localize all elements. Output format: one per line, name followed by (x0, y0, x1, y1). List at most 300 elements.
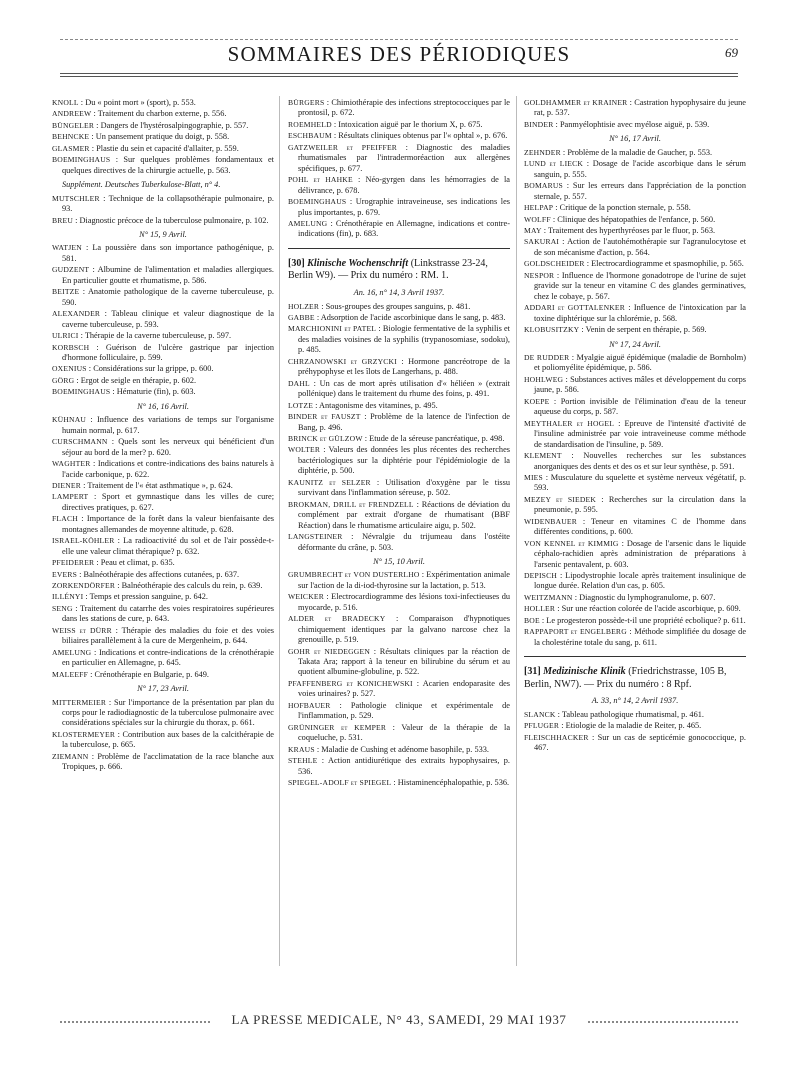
article-title: Crénothérapie en Allemagne, indications et contre-indications (fin), p. 683. (298, 218, 510, 239)
author-name: WATJEN (52, 243, 82, 253)
author-name: BOE (524, 615, 540, 625)
abstract-entry: WEICKER : Electrocardiogramme des lésions toxi-infectieuses du myocarde, p. 516. (288, 592, 510, 612)
author-name: GOHR et NIEDEGGEN (288, 646, 371, 656)
article-title: Sport et gymnastique dans les villes de cure; directives pratiques, p. 627. (62, 492, 274, 512)
author-name: FLACH (52, 514, 78, 524)
author-name: WOLFF (524, 214, 551, 224)
author-name: KLOSTERMEYER (52, 729, 116, 739)
article-title: Epreuve de l'intensité d'activité de l'insuline administrée par voie intraveineuse comme méthode de standardisation de l'insuline, p. 589. (534, 418, 746, 449)
author-name: ZEHNDER (524, 147, 561, 157)
abstract-entry: ZIEMANN : Problème de l'acclimatation de la race blanche aux Tropiques, p. 666. (52, 751, 274, 772)
author-name: DEPISCH (524, 571, 558, 581)
abstract-entry: HOLLER : Sur une réaction colorée de l'acide ascorbique, p. 609. (524, 604, 741, 614)
abstract-entry: STEHLE : Action antidiurétique des extraits hypophysaires, p. 536. (288, 756, 510, 776)
abstract-entry: MALEEFF : Crénothérapie en Bulgarie, p. 649. (52, 669, 209, 679)
article-title: Crénothérapie en Bulgarie, p. 649. (94, 669, 209, 679)
abstract-entry: DE RUDDER : Myalgie aiguë épidémique (maladie de Bornholm) et poliomyélite épidémique, p. 586. (524, 352, 746, 373)
author-name: KLOBUSITZKY (524, 325, 580, 335)
article-title: Résultats cliniques par la réaction de Takata Ara; rapport à la teneur en bilirubine du sérum et au quotient albumine-globuline, p. 522. (298, 646, 510, 677)
author-name: BOEMINGHAUS (288, 197, 347, 207)
abstract-entry: DIENER : Traitement de l'« état asthmatique », p. 624. (52, 480, 233, 490)
article-title: Valeurs des données les plus récentes des recherches bactériologiques sur la diphtérie pour l'épidémiologie de la diphtérie, p. 500. (298, 445, 510, 476)
article-title: Sur les erreurs dans l'appréciation de la ponction sternale, p. 557. (534, 181, 746, 201)
abstract-entry: FLACH : Importance de la forêt dans la valeur bienfaisante des montagnes allemandes de moyenne altitude, p. 628. (52, 514, 274, 534)
author-name: ZIEMANN (52, 751, 89, 761)
section-rule (524, 656, 746, 657)
author-name: STEHLE (288, 756, 318, 766)
column-separator (279, 96, 280, 966)
author-name: MARCHIONINI et PATEL (288, 324, 377, 334)
abstract-entry: LUND et LIECK : Dosage de l'acide ascorbique dans le sérum sanguin, p. 555. (524, 159, 746, 179)
author-name: ALDER et BRADECKY (288, 614, 386, 624)
author-name: WAGHTER (52, 459, 91, 469)
article-title: Indications et contre-indications des bains naturels à l'acide carbonique, p. 622. (62, 459, 274, 479)
abstract-entry: ALEXANDER : Tableau clinique et valeur diagnostique de la caverne tuberculeuse, p. 593. (52, 309, 274, 329)
header-rule (60, 73, 738, 74)
author-name: WEICKER (288, 592, 324, 602)
abstract-entry: KAUNITZ et SELZER : Utilisation d'oxygène par le tissu survivant dans l'inflammation séreuse, p. 502. (288, 477, 510, 498)
page-footer (60, 1012, 738, 1032)
article-title: Problème de la maladie de Gaucher, p. 553. (567, 147, 713, 157)
author-name: BRINCK et GÜLZOW (288, 433, 363, 443)
author-name: SAKURAI (524, 237, 560, 247)
article-title: Urographie intraveineuse, ses indications les plus importantes, p. 679. (298, 197, 510, 217)
abstract-entry: ROEMHELD : Intoxication aiguë par le thorium X, p. 675. (288, 119, 483, 129)
abstract-entry: LANGSTEINER : Névralgie du trijumeau dans l'ostéite déformante du crâne, p. 503. (288, 532, 510, 552)
author-name: ANDREEW (52, 109, 92, 119)
column-2 (288, 98, 510, 789)
issue-heading: N° 17, 24 Avril. (609, 339, 661, 349)
author-name: BROKMAN, DRILL et FRENDZELL (288, 499, 414, 509)
section-rule (288, 248, 510, 249)
author-name: HOLZER (288, 301, 320, 311)
column-3 (524, 98, 746, 755)
author-name: ILLÉNYI (52, 592, 84, 602)
abstract-entry: KLOBUSITZKY : Venin de serpent en thérapie, p. 569. (524, 325, 707, 335)
article-title: Résultats cliniques obtenus par l'« ophtal », p. 676. (338, 131, 508, 141)
article-title: Diagnostic des maladies rhumatismales par l'intradermoréaction aux allergènes spécifiques, p. 677. (298, 142, 510, 173)
article-title: Temps et pression sanguine, p. 642. (89, 592, 208, 602)
author-name: ROEMHELD (288, 119, 332, 129)
article-title: Hormone pancréotrope de la préhypophyse et les îlots de Langerhans, p. 488. (298, 356, 510, 377)
abstract-entry: BRINCK et GÜLZOW : Etude de la séreuse pancréatique, p. 498. (288, 433, 505, 443)
article-title: Etiologie de la maladie de Reiter, p. 465. (565, 721, 702, 731)
abstract-entry: GÖRG : Ergot de seigle en thérapie, p. 602. (52, 375, 197, 385)
page-header (60, 42, 738, 68)
author-name: LUND et LIECK (524, 159, 584, 169)
article-title: Expérimentation animale sur l'action de la di-iod-thyrosine sur la lactation, p. 513. (298, 570, 510, 590)
abstract-entry: GOLDHAMMER et KRAINER : Castration hypophysaire du jeune rat, p. 537. (524, 98, 746, 118)
article-title: Peau et climat, p. 635. (100, 558, 175, 568)
author-name: BREU (52, 215, 74, 225)
journal-number: [30] (288, 257, 305, 269)
journal-title: Klinische Wochenschrift (307, 257, 409, 269)
article-title: Adsorption de l'acide ascorbinique dans le sang, p. 483. (320, 312, 506, 322)
journal-number: [31] (524, 666, 541, 678)
abstract-entry: MITTERMEIER : Sur l'importance de la présentation par plan du corps pour le radiodiagnostic de la tuberculose pulmonaire avec considérations spéciales sur la chirurgie du thorax, p. 661. (52, 697, 274, 728)
journal-title: Medizinische Klinik (543, 666, 626, 678)
abstract-entry: ESCHBAUM : Résultats cliniques obtenus par l'« ophtal », p. 676. (288, 131, 508, 141)
author-name: WOLTER (288, 445, 321, 455)
author-name: KÜHNAU (52, 415, 87, 425)
abstract-entry: BOMARUS : Sur les erreurs dans l'appréciation de la ponction sternale, p. 557. (524, 181, 746, 201)
issue-heading: N° 16, 16 Avril. (137, 401, 189, 411)
author-name: AMELUNG (52, 647, 92, 657)
author-name: GOLDSCHEIDER (524, 259, 585, 269)
abstract-entry: SAKURAI : Action de l'autohémothérapie sur l'agranulocytose et de son mécanisme d'action, p. 564. (524, 237, 746, 257)
article-title: Maladie de Cushing et adénome basophile, p. 533. (321, 744, 489, 754)
abstract-entry: MEYTHALER et HOGEL : Epreuve de l'intensité d'activité de l'insuline administrée par voie intraveineuse comme méthode de standardisation de l'insuline, p. 589. (524, 418, 746, 449)
column-separator (516, 96, 517, 966)
article-title: Dangers de l'hystérosalpingographie, p. 557. (100, 120, 249, 130)
article-title: Antagonisme des vitamines, p. 495. (319, 400, 438, 410)
article-title: Biologie fermentative de la syphilis et des maladies voisines de la syphilis (trypanosomiase, sodoku), p. 485. (298, 324, 510, 355)
article-title: Traitement des hyperthyréoses par le fluor, p. 563. (547, 225, 716, 235)
article-title: Traitement du charbon externe, p. 556. (97, 109, 227, 119)
abstract-entry: VON KENNEL et KIMMIG : Dosage de l'arsenic dans le liquide céphalo-rachidien après administration de préparations à l'arsenic pentavalent, p. 603. (524, 538, 746, 569)
article-title: La poussière dans son importance pathogénique, p. 581. (62, 243, 274, 263)
article-title: Venin de serpent en thérapie, p. 569. (585, 325, 707, 335)
author-name: BÜNGELER (52, 120, 95, 130)
abstract-entry: NESPOR : Influence de l'hormone gonadotrope de l'urine de sujet gravide sur la teneur en vitamine C des glandes germinatives, chez le cobaye, p. 567. (524, 270, 746, 301)
abstract-entry: KÜHNAU : Influence des variations de temps sur l'organisme humain normal, p. 617. (52, 415, 274, 435)
author-name: ESCHBAUM (288, 131, 332, 141)
article-title: Thérapie de la caverne tuberculeuse, p. 597. (84, 331, 232, 341)
author-name: EVERS (52, 569, 78, 579)
article-title: Recherches sur la circulation dans la pneumonie, p. 595. (534, 494, 746, 515)
abstract-entry: CURSCHMANN : Quels sont les nerveux qui bénéficient d'un séjour au bord de la mer? p. 620. (52, 437, 274, 457)
article-title: Importance de la forêt dans la valeur bienfaisante des montagnes allemandes de moyenne altitude, p. 628. (62, 514, 274, 534)
author-name: BOEMINGHAUS (52, 387, 111, 397)
article-title: Diagnostic du lymphogranulome, p. 607. (579, 592, 716, 602)
abstract-entry: GOLDSCHEIDER : Electrocardiogramme et spasmophilie, p. 565. (524, 259, 744, 269)
abstract-entry: RAPPAPORT et ENGELBERG : Méthode simplifiée du dosage de la cholestérine totale du sang, p. 611. (524, 627, 746, 647)
author-name: KAUNITZ et SELZER (288, 477, 371, 487)
abstract-entry: BEHNCKE : Un pansement pratique du doigt, p. 558. (52, 132, 230, 142)
footer-text: LA PRESSE MEDICALE, N° 43, SAMEDI, 29 MAI 1937 (231, 1012, 567, 1027)
author-name: KORBSCH (52, 342, 90, 352)
author-name: MALEEFF (52, 669, 88, 679)
author-name: LOTZE (288, 400, 314, 410)
article-title: Portion invisible de l'élimination d'eau de la teneur aqueuse du corps, p. 587. (534, 396, 746, 417)
page-number: 69 (725, 45, 738, 60)
author-name: HELPAP (524, 203, 554, 213)
abstract-entry: PFEIDERER : Peau et climat, p. 635. (52, 558, 175, 568)
article-title: Du « point mort » (sport), p. 553. (85, 98, 196, 107)
issue-heading: N° 17, 23 Avril. (137, 684, 189, 694)
article-title: Thérapie des maladies du foie et des voies biliaires parallèlement à la cure de Mergenheim, p. 644. (62, 625, 274, 646)
abstract-entry: GLASMER : Plastie du sein et capacité d'allaiter, p. 559. (52, 143, 239, 153)
abstract-entry: LOTZE : Antagonisme des vitamines, p. 495. (288, 400, 438, 410)
header-top-rule (60, 39, 738, 40)
article-title: Diagnostic précoce de la tuberculose pulmonaire, p. 102. (79, 215, 269, 225)
abstract-entry: DAHL : Un cas de mort après utilisation d'« héliéen » (extrait pollénique) dans le traitement du rhume des foins, p. 491. (288, 378, 510, 399)
author-name: KNOLL (52, 98, 79, 107)
abstract-entry: GRÜNINGER et KEMPER : Valeur de la thérapie de la coqueluche, p. 531. (288, 722, 510, 743)
author-name: GOLDHAMMER et KRAINER (524, 98, 628, 107)
author-name: MIES (524, 472, 543, 482)
footer-dotted-rule (60, 1021, 210, 1023)
article-title: Myalgie aiguë épidémique (maladie de Bornholm) et poliomyélite épidémique, p. 586. (534, 352, 746, 373)
article-title: Teneur en vitamines C de l'homme dans différentes conditions, p. 600. (534, 516, 746, 537)
abstract-entry: AMELUNG : Indications et contre-indications de la crénothérapie en particulier en Allemagne, p. 645. (52, 647, 274, 668)
author-name: DE RUDDER (524, 352, 570, 362)
article-title: Electrocardiogramme des lésions toxi-infectieuses du myocarde, p. 516. (298, 592, 510, 612)
abstract-entry: GABBE : Adsorption de l'acide ascorbinique dans le sang, p. 483. (288, 312, 506, 322)
author-name: GUDZENT (52, 265, 90, 275)
article-title: Réactions de déviation du complément par extrait d'organe de rhumatisant (BBF Réaction) dans le rhumatisme articulaire aigu, p. 502. (298, 499, 510, 530)
article-title: Intoxication aiguë par le thorium X, p. 675. (338, 119, 483, 129)
abstract-entry: FLEISCHHACKER : Sur un cas de septicémie gonococcique, p. 467. (524, 732, 746, 753)
abstract-entry: ISRAEL-KÖHLER : La radioactivité du sol et de l'air possède-t-elle une valeur climat thérapique? p. 632. (52, 536, 274, 556)
article-title: Dosage de l'arsenic dans le liquide céphalo-rachidien après administration de préparations à l'arsenic pentavalent, p. 603. (534, 538, 746, 569)
article-title: Nouvelles recherches sur les substances anorganiques des dents et des os et sur leur synthèse, p. 591. (534, 451, 746, 471)
author-name: BOEMINGHAUS (52, 155, 111, 165)
article-title: Indications et contre-indications de la crénothérapie en particulier en Allemagne, p. 645. (62, 647, 274, 668)
abstract-entry: PFAFFENBERG et KONICHEWSKI : Acarien endoparasite des voies urinaires? p. 527. (288, 678, 511, 699)
article-title: Tableau clinique et valeur diagnostique de la caverne tuberculeuse, p. 593. (62, 309, 274, 329)
author-name: NESPOR (524, 270, 555, 280)
author-name: PFLUGER (524, 721, 560, 731)
article-title: Influence des variations de temps sur l'organisme humain normal, p. 617. (62, 415, 274, 435)
article-title: Le progesteron possède-t-il une propriété ecbolique? p. 611. (546, 615, 746, 625)
journal-heading (524, 666, 746, 691)
author-name: BINDER (524, 119, 554, 129)
abstract-entry: BOEMINGHAUS : Hématurie (fin), p. 603. (52, 387, 196, 397)
supplement-heading: Supplément. Deutsches Tuberkulose-Blatt, n° 4. (62, 180, 221, 190)
abstract-entry: KLOSTERMEYER : Contribution aux bases de la calcithérapie de la tuberculose, p. 665. (52, 729, 274, 750)
author-name: MITTERMEIER (52, 697, 107, 707)
article-title: Balnéothérapie des affections cutanées, p. 637. (83, 569, 240, 579)
abstract-entry: MUTSCHLER : Technique de la collapsothérapie pulmonaire, p. 93. (52, 193, 274, 214)
author-name: MEYTHALER et HOGEL (524, 418, 615, 428)
article-title: Musculature du squelette et système nerveux végétatif, p. 593. (534, 472, 746, 493)
abstract-entry: BINDER et FAUSZT : Problème de la latence de l'infection de Bang, p. 496. (288, 412, 510, 432)
abstract-entry: POHL et HAHKE : Néo-gyrgen dans les hémorragies de la délivrance, p. 678. (288, 175, 510, 195)
author-name: HOFBAUER (288, 700, 331, 710)
author-name: BINDER et FAUSZT (288, 412, 361, 422)
article-title: Contribution aux bases de la calcithérapie de la tuberculose, p. 665. (62, 729, 274, 750)
abstract-entry: SLANCK : Tableau pathologique rhumatismal, p. 461. (524, 709, 704, 719)
abstract-entry: BOEMINGHAUS : Sur quelques problèmes fondamentaux et quelques directives de la chirurgie actuelle, p. 563. (52, 155, 274, 175)
author-name: CURSCHMANN (52, 437, 108, 447)
abstract-entry: KLEMENT : Nouvelles recherches sur les substances anorganiques des dents et des os et sur leur synthèse, p. 591. (524, 451, 746, 471)
author-name: VON KENNEL et KIMMIG (524, 538, 619, 548)
article-title: Sur une réaction colorée de l'acide ascorbique, p. 609. (561, 604, 741, 614)
abstract-entry: BÜRGERS : Chimiothérapie des infections streptococciques par le prontosil, p. 672. (288, 98, 510, 118)
abstract-entry: OXENIUS : Considérations sur la grippe, p. 600. (52, 364, 214, 374)
abstract-entry: BOEMINGHAUS : Urographie intraveineuse, ses indications les plus importantes, p. 679. (288, 197, 510, 217)
abstract-entry: BOE : Le progesteron possède-t-il une propriété ecbolique? p. 611. (524, 615, 746, 625)
abstract-entry: ULRICI : Thérapie de la caverne tuberculeuse, p. 597. (52, 331, 232, 341)
article-title: Acarien endoparasite des voies urinaires? p. 527. (298, 678, 511, 699)
author-name: PFAFFENBERG et KONICHEWSKI (288, 678, 413, 688)
author-name: GRUMBRECHT et VON DUSTERLHO (288, 570, 420, 580)
article-title: Traitement de l'« état asthmatique », p. 624. (87, 480, 233, 490)
article-title: La radioactivité du sol et de l'air possède-t-elle une valeur climat thérapique? p. 632. (62, 536, 274, 556)
article-title: Néo-gyrgen dans les hémorragies de la délivrance, p. 678. (298, 175, 510, 195)
page-title: SOMMAIRES DES PÉRIODIQUES (227, 42, 571, 66)
abstract-entry: PFLUGER : Etiologie de la maladie de Reiter, p. 465. (524, 721, 702, 731)
article-title: Balnéothérapie des calculs du rein, p. 639. (121, 581, 263, 591)
issue-heading: N° 15, 9 Avril. (139, 229, 187, 239)
article-title: Considérations sur la grippe, p. 600. (93, 364, 214, 374)
abstract-entry: BEITZE : Anatomie pathologique de la caverne tuberculeuse, p. 590. (52, 287, 274, 307)
article-title: Action de l'autohémothérapie sur l'agranulocytose et de son mécanisme d'action, p. 564. (534, 237, 746, 257)
author-name: WEISS et DÜRR (52, 625, 112, 635)
author-name: ZORKENDÖRFER (52, 581, 116, 591)
author-name: POHL et HAHKE (288, 175, 353, 185)
abstract-entry: BÜNGELER : Dangers de l'hystérosalpingographie, p. 557. (52, 120, 249, 130)
author-name: HOLLER (524, 604, 556, 614)
article-title: Panmyélophtisie avec myélose aiguë, p. 539. (559, 119, 710, 129)
article-title: Electrocardiogramme et spasmophilie, p. 565. (591, 259, 744, 269)
author-name: ALEXANDER (52, 309, 101, 319)
abstract-entry: HOFBAUER : Pathologie clinique et expérimentale de l'inflammation, p. 529. (288, 700, 510, 721)
issue-heading: N° 16, 17 Avril. (609, 134, 661, 144)
article-title: Hématurie (fin), p. 603. (116, 387, 196, 397)
article-title: Substances actives mâles et développement du corps jaune, p. 586. (534, 374, 746, 395)
article-title: Castration hypophysaire du jeune rat, p. 537. (534, 98, 746, 118)
author-name: MAY (524, 225, 542, 235)
article-title: Influence de l'hormone gonadotrope de l'urine de sujet gravide sur la teneur en vitamine C des glandes germinatives, chez le cobaye, p. 567. (534, 270, 746, 301)
abstract-entry: GRUMBRECHT et VON DUSTERLHO : Expérimentation animale sur l'action de la di-iod-thyrosine sur la lactation, p. 513. (288, 570, 510, 590)
author-name: GÖRG (52, 375, 75, 385)
abstract-entry: WOLFF : Clinique des hépatopathies de l'enfance, p. 560. (524, 214, 716, 224)
author-name: AMELUNG (288, 218, 328, 228)
abstract-entry: WEISS et DÜRR : Thérapie des maladies du foie et des voies biliaires parallèlement à la cure de Mergenheim, p. 644. (52, 625, 274, 646)
article-title: Tableau pathologique rhumatismal, p. 461. (561, 709, 704, 719)
article-title: Utilisation d'oxygène par le tissu survivant dans l'inflammation séreuse, p. 502. (298, 477, 510, 498)
abstract-entry: HELPAP : Critique de la ponction sternale, p. 558. (524, 203, 691, 213)
issue-heading: An. 16, n° 14, 3 Avril 1937. (353, 288, 445, 298)
article-title: Plastie du sein et capacité d'allaiter, p. 559. (96, 143, 239, 153)
article-title: Dosage de l'acide ascorbique dans le sérum sanguin, p. 555. (534, 159, 746, 179)
article-title: Histaminencéphalopathie, p. 536. (397, 778, 510, 788)
article-title: Technique de la collapsothérapie pulmonaire, p. 93. (62, 193, 274, 214)
journal-publisher-info: (Linkstrasse 23-24, Berlin W9). — Prix du numéro : RM. 1. (288, 257, 488, 282)
article-title: Chimiothérapie des infections streptococciques par le prontosil, p. 672. (298, 98, 510, 118)
author-name: MEZEY et SIEDEK (524, 494, 597, 504)
author-name: GLASMER (52, 143, 90, 153)
abstract-entry: HOLZER : Sous-groupes des groupes sanguins, p. 481. (288, 301, 471, 311)
author-name: BOMARUS (524, 181, 563, 191)
article-title: Névralgie du trijumeau dans l'ostéite déformante du crâne, p. 503. (298, 532, 510, 552)
article-title: Lipodystrophie locale après traitement insulinique de longue durée. Relation d'un cas, p. 605. (534, 571, 746, 591)
article-title: Albumine de l'alimentation et maladies allergiques. En particulier goutte et rhumatisme, p. 586. (62, 265, 274, 285)
article-title: Problème de l'acclimatation de la race blanche aux Tropiques, p. 666. (62, 751, 274, 772)
article-title: Critique de la ponction sternale, p. 558. (559, 203, 691, 213)
author-name: SLANCK (524, 709, 556, 719)
author-name: LANGSTEINER (288, 532, 343, 542)
article-title: Traitement du catarrhe des voies respiratoires supérieures dans les stations de cure, p. 643. (62, 603, 274, 624)
author-name: DIENER (52, 480, 82, 490)
footer-dotted-rule (588, 1021, 738, 1023)
author-name: KRAUS (288, 744, 315, 754)
abstract-entry: AMELUNG : Crénothérapie en Allemagne, indications et contre-indications (fin), p. 683. (288, 218, 510, 239)
article-title: Pathologie clinique et expérimentale de l'inflammation, p. 529. (298, 700, 510, 721)
author-name: SENG (52, 603, 73, 613)
article-title: Méthode simplifiée du dosage de la cholestérine totale du sang, p. 611. (534, 627, 746, 647)
issue-heading: N° 15, 10 Avril. (373, 556, 425, 566)
author-name: HOHLWEG (524, 374, 564, 384)
article-title: Quels sont les nerveux qui bénéficient d'un séjour au bord de la mer? p. 620. (62, 437, 274, 457)
abstract-entry: DEPISCH : Lipodystrophie locale après traitement insulinique de longue durée. Relation d'un cas, p. 605. (524, 571, 746, 591)
abstract-entry: CHRZANOWSKI et GRZYCKI : Hormone pancréotrope de la préhypophyse et les îlots de Langerhans, p. 488. (288, 356, 510, 377)
article-title: Un cas de mort après utilisation d'« héliéen » (extrait pollénique) dans le traitement du rhume des foins, p. 491. (298, 378, 510, 399)
author-name: GATZWEILER et PFEIFFER (288, 142, 398, 152)
abstract-entry: SPIEGEL-ADOLF et SPIEGEL : Histaminencéphalopathie, p. 536. (288, 778, 510, 788)
abstract-entry: ZORKENDÖRFER : Balnéothérapie des calculs du rein, p. 639. (52, 581, 263, 591)
abstract-entry: WEITZMANN : Diagnostic du lymphogranulome, p. 607. (524, 592, 716, 602)
abstract-entry: KRAUS : Maladie de Cushing et adénome basophile, p. 533. (288, 744, 489, 754)
author-name: ADDARI et GOTTALENKER (524, 303, 626, 313)
author-name: BÜRGERS (288, 98, 325, 107)
author-name: CHRZANOWSKI et GRZYCKI (288, 356, 397, 366)
article-title: Un pansement pratique du doigt, p. 558. (95, 132, 230, 142)
abstract-entry: GUDZENT : Albumine de l'alimentation et maladies allergiques. En particulier goutte et rhumatisme, p. 586. (52, 265, 274, 285)
abstract-entry: BREU : Diagnostic précoce de la tuberculose pulmonaire, p. 102. (52, 215, 269, 225)
issue-heading: A. 33, n° 14, 2 Avril 1937. (591, 696, 679, 706)
abstract-entry: GATZWEILER et PFEIFFER : Diagnostic des maladies rhumatismales par l'intradermoréaction aux allergènes spécifiques, p. 677. (288, 142, 510, 173)
journal-publisher-info: (Friedrichstrasse, 105 B, Berlin, NW7). — Prix du numéro : 8 Rpf. (524, 666, 727, 690)
abstract-entry: ADDARI et GOTTALENKER : Influence de l'intoxication par la toxine diphtérique sur la chlorémie, p. 568. (524, 303, 746, 323)
author-name: ULRICI (52, 331, 79, 341)
abstract-entry: KOEPE : Portion invisible de l'élimination d'eau de la teneur aqueuse du corps, p. 587. (524, 396, 746, 417)
article-title: Guérison de l'ulcère gastrique par injection d'hormone folliculaire, p. 599. (62, 342, 274, 362)
header-rule-double (60, 76, 738, 77)
abstract-entry: WOLTER : Valeurs des données les plus récentes des recherches bactériologiques sur la diphtérie pour l'épidémiologie de la diphtérie, p. 500. (288, 445, 510, 476)
article-title: Sur quelques problèmes fondamentaux et quelques directives de la chirurgie actuelle, p. 563. (62, 155, 274, 175)
author-name: MUTSCHLER (52, 193, 100, 203)
article-title: Clinique des hépatopathies de l'enfance, p. 560. (557, 214, 716, 224)
abstract-entry: HOHLWEG : Substances actives mâles et développement du corps jaune, p. 586. (524, 374, 746, 395)
author-name: GRÜNINGER et KEMPER (288, 722, 387, 732)
author-name: SPIEGEL-ADOLF et SPIEGEL (288, 778, 392, 788)
article-title: Sur l'importance de la présentation par plan du corps pour le radiodiagnostic de la tuberculose pulmonaire avec considérations spéciales sur la chirurgie du thorax, p. 661. (62, 697, 274, 728)
article-title: Anatomie pathologique de la caverne tuberculeuse, p. 590. (62, 287, 274, 307)
article-title: Comparaison d'hypnotiques chimiquement identiques par la galvano narcose chez la grenouille, p. 519. (298, 614, 510, 645)
abstract-entry: KORBSCH : Guérison de l'ulcère gastrique par injection d'hormone folliculaire, p. 599. (52, 342, 274, 362)
author-name: ISRAEL-KÖHLER (52, 536, 115, 546)
abstract-entry: ZEHNDER : Problème de la maladie de Gaucher, p. 553. (524, 147, 713, 157)
abstract-entry: MARCHIONINI et PATEL : Biologie fermentative de la syphilis et des maladies voisines de la syphilis (trypanosomiase, sodoku), p. 485. (288, 324, 510, 355)
abstract-entry: WAGHTER : Indications et contre-indications des bains naturels à l'acide carbonique, p. 622. (52, 459, 274, 479)
abstract-entry: MIES : Musculature du squelette et système nerveux végétatif, p. 593. (524, 472, 746, 493)
article-title: Sous-groupes des groupes sanguins, p. 481. (325, 301, 471, 311)
abstract-entry: WIDENBAUER : Teneur en vitamines C de l'homme dans différentes conditions, p. 600. (524, 516, 746, 537)
article-title: Sur un cas de septicémie gonococcique, p. 467. (534, 732, 746, 753)
author-name: GABBE (288, 312, 315, 322)
article-title: Influence de l'intoxication par la toxine diphtérique sur la chlorémie, p. 568. (534, 303, 746, 323)
author-name: LAMPERT (52, 492, 89, 502)
journal-heading (288, 258, 510, 283)
author-name: KLEMENT (524, 451, 562, 461)
abstract-entry: ANDREEW : Traitement du charbon externe, p. 556. (52, 109, 227, 119)
article-title: Problème de la latence de l'infection de Bang, p. 496. (298, 412, 510, 432)
abstract-entry: MAY : Traitement des hyperthyréoses par le fluor, p. 563. (524, 225, 716, 235)
article-title: Action antidiurétique des extraits hypophysaires, p. 536. (298, 756, 510, 776)
author-name: BEHNCKE (52, 132, 90, 142)
article-title: Ergot de seigle en thérapie, p. 602. (80, 375, 197, 385)
author-name: RAPPAPORT et ENGELBERG (524, 627, 627, 637)
abstract-entry: KNOLL : Du « point mort » (sport), p. 553. (52, 98, 196, 107)
abstract-entry: ALDER et BRADECKY : Comparaison d'hypnotiques chimiquement identiques par la galvano narcose chez la grenouille, p. 519. (288, 614, 510, 645)
author-name: WEITZMANN (524, 592, 573, 602)
abstract-entry: ILLÉNYI : Temps et pression sanguine, p. 642. (52, 592, 208, 602)
author-name: KOEPE (524, 396, 550, 406)
abstract-entry: MEZEY et SIEDEK : Recherches sur la circulation dans la pneumonie, p. 595. (524, 494, 746, 515)
